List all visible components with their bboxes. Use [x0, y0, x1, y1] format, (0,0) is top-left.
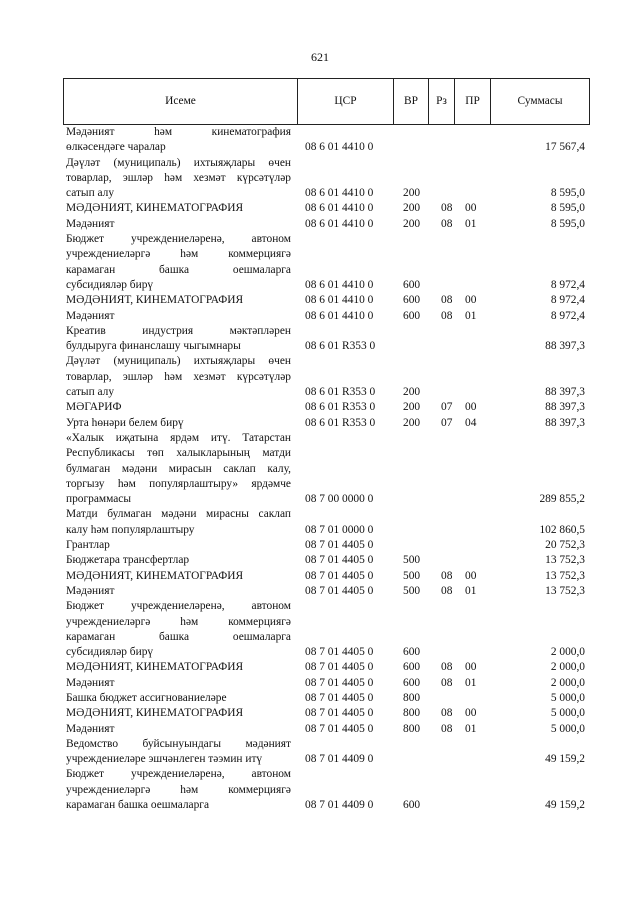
row-csr: 08 6 01 4410 0 — [305, 217, 374, 230]
table-row — [63, 416, 590, 431]
row-name — [63, 201, 297, 216]
row-rz: 08 — [441, 309, 453, 322]
row-name-line: Мәдәният — [66, 217, 115, 230]
row-rz: 08 — [441, 707, 453, 720]
row-name — [63, 293, 297, 308]
header-pr: ПР — [454, 79, 490, 124]
row-rz: 08 — [441, 661, 453, 674]
row-name-line: субсидияләр бирү — [66, 646, 154, 659]
row-pr: 00 — [465, 661, 477, 674]
row-pr: 00 — [465, 401, 477, 414]
row-sum: 49 159,2 — [545, 753, 585, 766]
table-row — [63, 660, 590, 675]
row-csr: 08 6 01 R353 0 — [305, 401, 376, 414]
row-rz: 07 — [441, 401, 453, 414]
row-vr: 500 — [403, 554, 421, 567]
table-row — [63, 125, 590, 156]
table-row — [63, 354, 590, 400]
row-csr: 08 7 01 4405 0 — [305, 676, 374, 689]
row-csr: 08 7 01 4405 0 — [305, 646, 374, 659]
table-row — [63, 156, 590, 202]
row-name-line: Республикасы төп халыкларының матди — [66, 447, 291, 460]
row-rz: 08 — [441, 569, 453, 582]
table-row — [63, 599, 590, 660]
row-vr: 600 — [403, 799, 421, 812]
header-csr: ЦСР — [297, 79, 393, 124]
row-vr: 600 — [403, 309, 421, 322]
row-sum: 8 972,4 — [550, 294, 585, 307]
table-row — [63, 309, 590, 324]
row-name-line: өлкәсендәге чаралар — [66, 141, 166, 154]
row-sum: 8 595,0 — [550, 217, 585, 230]
row-name — [63, 431, 297, 507]
table-row — [63, 767, 590, 813]
table-row — [63, 324, 590, 355]
row-sum: 13 752,3 — [545, 554, 585, 567]
row-name-line: Дәүләт (муниципаль) ихтыяҗлары өчен — [66, 355, 291, 368]
table-row — [63, 232, 590, 293]
row-name — [63, 569, 297, 584]
row-name — [63, 354, 297, 400]
row-csr: 08 7 01 4405 0 — [305, 707, 374, 720]
row-name-line: Урта һөнәри белем бирү — [66, 416, 184, 429]
row-csr: 08 6 01 4410 0 — [305, 202, 374, 215]
row-csr: 08 7 01 4405 0 — [305, 661, 374, 674]
row-rz: 07 — [441, 416, 453, 429]
row-pr: 00 — [465, 294, 477, 307]
row-vr: 800 — [403, 691, 421, 704]
row-csr: 08 7 01 4405 0 — [305, 569, 374, 582]
row-rz: 08 — [441, 202, 453, 215]
row-pr: 01 — [465, 676, 477, 689]
row-name-line: субсидияләр бирү — [66, 278, 154, 291]
row-sum: 2 000,0 — [550, 646, 585, 659]
table-row — [63, 691, 590, 706]
row-name-line: учреждениеләргә һәм коммерциягә — [66, 783, 291, 796]
row-name-line: учреждениеләргә һәм коммерциягә — [66, 615, 291, 628]
row-csr: 08 7 01 4405 0 — [305, 554, 374, 567]
row-csr: 08 7 01 4405 0 — [305, 691, 374, 704]
header-name: Исеме — [63, 79, 297, 124]
row-sum: 8 595,0 — [550, 187, 585, 200]
row-pr: 00 — [465, 202, 477, 215]
row-csr: 08 7 01 4409 0 — [305, 753, 374, 766]
row-name — [63, 324, 297, 355]
table-row — [63, 737, 590, 768]
row-rz: 08 — [441, 584, 453, 597]
row-sum: 5 000,0 — [550, 691, 585, 704]
row-name-line: МӘДӘНИЯТ, КИНЕМАТОГРАФИЯ — [66, 707, 244, 720]
row-csr: 08 6 01 4410 0 — [305, 294, 374, 307]
row-vr: 600 — [403, 661, 421, 674]
row-name-line: учреждениеләре эшчәнлеген тәэмин итү — [66, 753, 263, 766]
row-name — [63, 156, 297, 202]
row-name — [63, 660, 297, 675]
table-row — [63, 431, 590, 507]
table-row — [63, 706, 590, 721]
table-body — [63, 125, 590, 813]
row-name-line: калу һәм популярлаштыру — [66, 523, 195, 536]
row-name-line: МӘДӘНИЯТ, КИНЕМАТОГРАФИЯ — [66, 661, 244, 674]
row-sum: 2 000,0 — [550, 676, 585, 689]
row-name-line: Бюджетара трансфертлар — [66, 554, 190, 567]
row-name-line: сатып алу — [66, 386, 115, 399]
table-row — [63, 538, 590, 553]
row-vr: 600 — [403, 676, 421, 689]
row-sum: 13 752,3 — [545, 569, 585, 582]
row-name-line: Башка бюджет ассигнованиеләре — [66, 691, 227, 704]
row-name-line: Креатив индустрия мәктәпләрен — [66, 324, 291, 337]
row-vr: 200 — [403, 401, 421, 414]
row-sum: 88 397,3 — [545, 386, 585, 399]
row-name — [63, 706, 297, 721]
row-pr: 00 — [465, 569, 477, 582]
budget-table — [63, 78, 590, 813]
row-rz: 08 — [441, 294, 453, 307]
header-sum: Суммасы — [490, 79, 590, 124]
row-name — [63, 309, 297, 324]
row-sum: 88 397,3 — [545, 340, 585, 353]
row-name-line: МӘГАРИФ — [66, 401, 122, 414]
row-vr: 800 — [403, 707, 421, 720]
page-number: 621 — [311, 50, 329, 64]
row-sum: 88 397,3 — [545, 401, 585, 414]
row-vr: 200 — [403, 202, 421, 215]
row-name-line: Грантлар — [66, 539, 110, 552]
row-csr: 08 7 00 0000 0 — [305, 493, 374, 506]
table-row — [63, 584, 590, 599]
row-name-line: товарлар, эшләр һәм хезмәт күрсәтүләр — [66, 171, 291, 184]
row-sum: 49 159,2 — [545, 799, 585, 812]
row-name-line: Мәдәният һәм кинематография — [66, 126, 291, 138]
row-name-line: Бюджет учреждениеләренә, автоном — [66, 233, 291, 246]
table-row — [63, 507, 590, 538]
row-sum: 13 752,3 — [545, 584, 585, 597]
row-name-line: сатып алу — [66, 187, 115, 200]
row-csr: 08 6 01 4410 0 — [305, 278, 374, 291]
row-rz: 08 — [441, 722, 453, 735]
row-csr: 08 6 01 R353 0 — [305, 340, 376, 353]
row-vr: 500 — [403, 584, 421, 597]
row-vr: 600 — [403, 294, 421, 307]
row-pr: 01 — [465, 722, 477, 735]
row-csr: 08 7 01 4405 0 — [305, 584, 374, 597]
row-sum: 102 860,5 — [539, 523, 585, 536]
row-pr: 01 — [465, 309, 477, 322]
row-vr: 200 — [403, 386, 421, 399]
row-pr: 04 — [465, 416, 477, 429]
row-name — [63, 400, 297, 415]
row-csr: 08 7 01 4409 0 — [305, 799, 374, 812]
row-name — [63, 232, 297, 293]
row-sum: 5 000,0 — [550, 722, 585, 735]
row-csr: 08 6 01 R353 0 — [305, 386, 376, 399]
row-csr: 08 6 01 4410 0 — [305, 187, 374, 200]
row-name — [63, 507, 297, 538]
row-sum: 20 752,3 — [545, 539, 585, 552]
row-name-line: «Халык иҗатына ярдәм итү. Татарстан — [66, 431, 291, 444]
row-vr: 600 — [403, 646, 421, 659]
row-name — [63, 767, 297, 813]
row-name-line: Матди булмаган мәдәни мирасны саклап — [66, 508, 291, 521]
row-csr: 08 7 01 4405 0 — [305, 539, 374, 552]
row-name — [63, 553, 297, 568]
row-rz: 08 — [441, 217, 453, 230]
row-sum: 8 972,4 — [550, 309, 585, 322]
row-name-line: учреждениеләргә һәм коммерциягә — [66, 248, 291, 261]
table-row — [63, 217, 590, 232]
row-name-line: Мәдәният — [66, 722, 115, 735]
row-vr: 800 — [403, 722, 421, 735]
row-name — [63, 125, 297, 156]
table-header — [63, 78, 590, 125]
table-row — [63, 676, 590, 691]
row-vr: 200 — [403, 416, 421, 429]
table-row — [63, 293, 590, 308]
row-name-line: товарлар, эшләр һәм хезмәт күрсәтүләр — [66, 370, 291, 383]
row-name — [63, 416, 297, 431]
row-name — [63, 538, 297, 553]
row-vr: 200 — [403, 217, 421, 230]
table-row — [63, 553, 590, 568]
row-csr: 08 7 01 4405 0 — [305, 722, 374, 735]
row-name — [63, 599, 297, 660]
row-name-line: Мәдәният — [66, 309, 115, 322]
header-rz: Рз — [428, 79, 454, 124]
row-name-line: Бюджет учреждениеләренә, автоном — [66, 768, 291, 781]
row-name-line: Мәдәният — [66, 676, 115, 689]
row-sum: 2 000,0 — [550, 661, 585, 674]
row-name — [63, 676, 297, 691]
row-name-line: карамаган башка оешмаларга — [66, 799, 210, 812]
row-csr: 08 6 01 R353 0 — [305, 416, 376, 429]
row-name-line: Мәдәният — [66, 584, 115, 597]
table-row — [63, 722, 590, 737]
row-name-line: торгызу һәм популярлаштыру» ярдәмче — [66, 477, 291, 490]
row-name-line: Дәүләт (муниципаль) ихтыяҗлары өчен — [66, 156, 291, 169]
row-name-line: карамаган башка оешмаларга — [66, 263, 291, 276]
row-csr: 08 6 01 4410 0 — [305, 309, 374, 322]
row-csr: 08 6 01 4410 0 — [305, 141, 374, 154]
row-name-line: программасы — [66, 493, 132, 506]
row-name — [63, 691, 297, 706]
table-row — [63, 400, 590, 415]
header-vr: ВР — [393, 79, 428, 124]
row-name-line: Бюджет учреждениеләренә, автоном — [66, 600, 291, 613]
row-name-line: Ведомство буйсынуындагы мәдәният — [66, 737, 291, 750]
row-sum: 289 855,2 — [539, 493, 585, 506]
table-row — [63, 201, 590, 216]
row-vr: 600 — [403, 278, 421, 291]
row-vr: 500 — [403, 569, 421, 582]
row-name-line: карамаган башка оешмаларга — [66, 630, 291, 643]
row-name-line: МӘДӘНИЯТ, КИНЕМАТОГРАФИЯ — [66, 569, 244, 582]
row-pr: 00 — [465, 707, 477, 720]
row-name-line: булдыруга финанслашу чыгымнары — [66, 340, 241, 353]
row-sum: 17 567,4 — [545, 141, 585, 154]
row-pr: 01 — [465, 217, 477, 230]
row-rz: 08 — [441, 676, 453, 689]
row-sum: 88 397,3 — [545, 416, 585, 429]
table-row — [63, 569, 590, 584]
row-name — [63, 737, 297, 768]
row-name — [63, 722, 297, 737]
row-sum: 8 972,4 — [550, 278, 585, 291]
row-vr: 200 — [403, 187, 421, 200]
row-name — [63, 217, 297, 232]
row-sum: 8 595,0 — [550, 202, 585, 215]
row-name-line: МӘДӘНИЯТ, КИНЕМАТОГРАФИЯ — [66, 202, 244, 215]
row-pr: 01 — [465, 584, 477, 597]
row-name-line: МӘДӘНИЯТ, КИНЕМАТОГРАФИЯ — [66, 294, 244, 307]
row-sum: 5 000,0 — [550, 707, 585, 720]
row-name-line: булмаган мәдәни мирасын саклап калу, — [66, 462, 291, 475]
row-name — [63, 584, 297, 599]
row-csr: 08 7 01 0000 0 — [305, 523, 374, 536]
